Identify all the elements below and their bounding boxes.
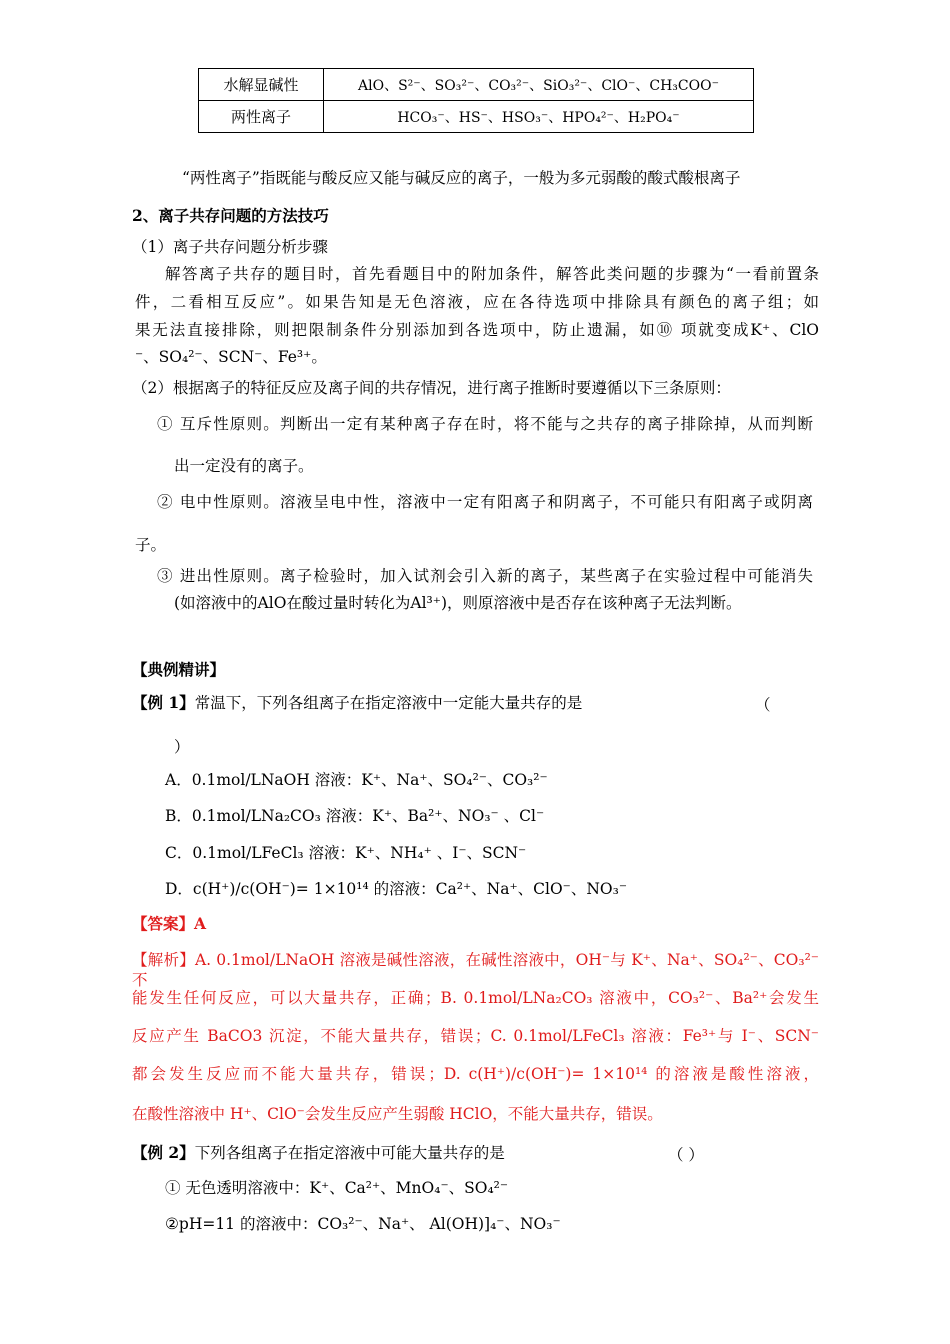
option-d: D．c(H⁺)/c(OH⁻)= 1×10¹⁴ 的溶液：Ca²⁺、Na⁺、ClO⁻、NO₃⁻ [165, 880, 627, 898]
subsection-heading: （2）根据离子的特征反应及离子间的共存情况，进行离子推断时要遵循以下三条原则： [132, 379, 731, 397]
example-1-question [132, 693, 582, 713]
paragraph-line: 果无法直接排除，则把限制条件分别添加到各选项中，防止遗漏，如⑩ 项就变成K⁺、ClO [135, 321, 819, 339]
table-cell-ions: HCO₃⁻、HS⁻、HSO₃⁻、HPO₄²⁻、H₂PO₄⁻ [324, 101, 754, 133]
rule-line: ② 电中性原则。溶液呈电中性，溶液中一定有阳离子和阴离子，不可能只有阳离子或阴离 [157, 493, 813, 511]
answer-paren: （ ） [668, 1146, 704, 1164]
analysis-line: 反应产生 BaCO3 沉淀，不能大量共存，错误；C. 0.1mol/LFeCl₃ 溶液：Fe³⁺与 I⁻、SCN⁻ [132, 1027, 819, 1045]
option-b: B．0.1mol/LNa₂CO₃ 溶液：K⁺、Ba²⁺、NO₃⁻ 、Cl⁻ [165, 807, 545, 825]
paragraph-line: ⁻、SO₄²⁻、SCN⁻、Fe³⁺。 [135, 348, 327, 366]
rule-line: ③ 进出性原则。离子检验时，加入试剂会引入新的离子，某些离子在实验过程中可能消失 [157, 567, 813, 585]
subsection-heading: （1）离子共存问题分析步骤 [132, 238, 328, 256]
table-cell-type: 水解显碱性 [199, 69, 324, 101]
example-2-item: ②pH=11 的溶液中：CO₃²⁻、Na⁺、 Al(OH)]₄⁻、NO₃⁻ [165, 1215, 561, 1233]
example-1-label: 【例 1】 [132, 693, 195, 712]
amphoteric-note: “两性离子”指既能与酸反应又能与碱反应的离子，一般为多元弱酸的酸式酸根离子 [182, 169, 741, 187]
option-a: A．0.1mol/LNaOH 溶液：K⁺、Na⁺、SO₄²⁻、CO₃²⁻ [165, 771, 548, 789]
paragraph-line: 件，二看相互反应”。如果告知是无色溶液，应在各待选项中排除具有颜色的离子组；如 [135, 293, 819, 311]
rule-line: 子。 [135, 536, 167, 554]
analysis-line: 在酸性溶液中 H⁺、ClO⁻会发生反应产生弱酸 HClO，不能大量共存，错误。 [132, 1105, 663, 1123]
example-1-text: 常温下，下列各组离子在指定溶液中一定能大量共存的是 [194, 694, 583, 712]
answer-paren-open: （ [755, 696, 771, 714]
analysis-line: 能发生任何反应，可以大量共存，正确；B. 0.1mol/LNa₂CO₃ 溶液中，CO₃²⁻、Ba²⁺会发生 [132, 989, 819, 1007]
example-2-item: ① 无色透明溶液中：K⁺、Ca²⁺、MnO₄⁻、SO₄²⁻ [165, 1179, 509, 1197]
table-cell-ions: AlO、S²⁻、SO₃²⁻、CO₃²⁻、SiO₃²⁻、ClO⁻、CH₃COO⁻ [324, 69, 754, 101]
rule-line: (如溶液中的AlO在酸过量时转化为Al³⁺)，则原溶液中是否存在该种离子无法判断。 [174, 594, 742, 612]
table-row [199, 69, 754, 101]
example-2-question [132, 1143, 505, 1163]
analysis-line: 都会发生反应而不能大量共存，错误；D. c(H⁺)/c(OH⁻)= 1×10¹⁴ 的溶液是酸性溶液， [132, 1065, 819, 1083]
table-row [199, 101, 754, 133]
analysis-line: 【解析】A. 0.1mol/LNaOH 溶液是碱性溶液，在碱性溶液中，OH⁻与 K⁺、Na⁺、SO₄²⁻、CO₃²⁻ 不 [132, 951, 819, 989]
paragraph-line: 解答离子共存的题目时，首先看题目中的附加条件，解答此类问题的步骤为“一看前置条 [165, 265, 819, 283]
section-heading: 2、离子共存问题的方法技巧 [132, 206, 329, 225]
answer: 【答案】A [132, 914, 207, 933]
answer-paren-close: ） [174, 738, 190, 756]
example-2-label: 【例 2】 [132, 1143, 195, 1162]
ion-type-table [198, 68, 754, 133]
example-2-text: 下列各组离子在指定溶液中可能大量共存的是 [194, 1144, 505, 1162]
examples-heading: 【典例精讲】 [132, 660, 226, 679]
table-cell-type: 两性离子 [199, 101, 324, 133]
rule-line: ① 互斥性原则。判断出一定有某种离子存在时，将不能与之共存的离子排除掉，从而判断 [157, 415, 813, 433]
option-c: C．0.1mol/LFeCl₃ 溶液：K⁺、NH₄⁺ 、I⁻、SCN⁻ [165, 844, 527, 862]
rule-line: 出一定没有的离子。 [174, 457, 314, 475]
